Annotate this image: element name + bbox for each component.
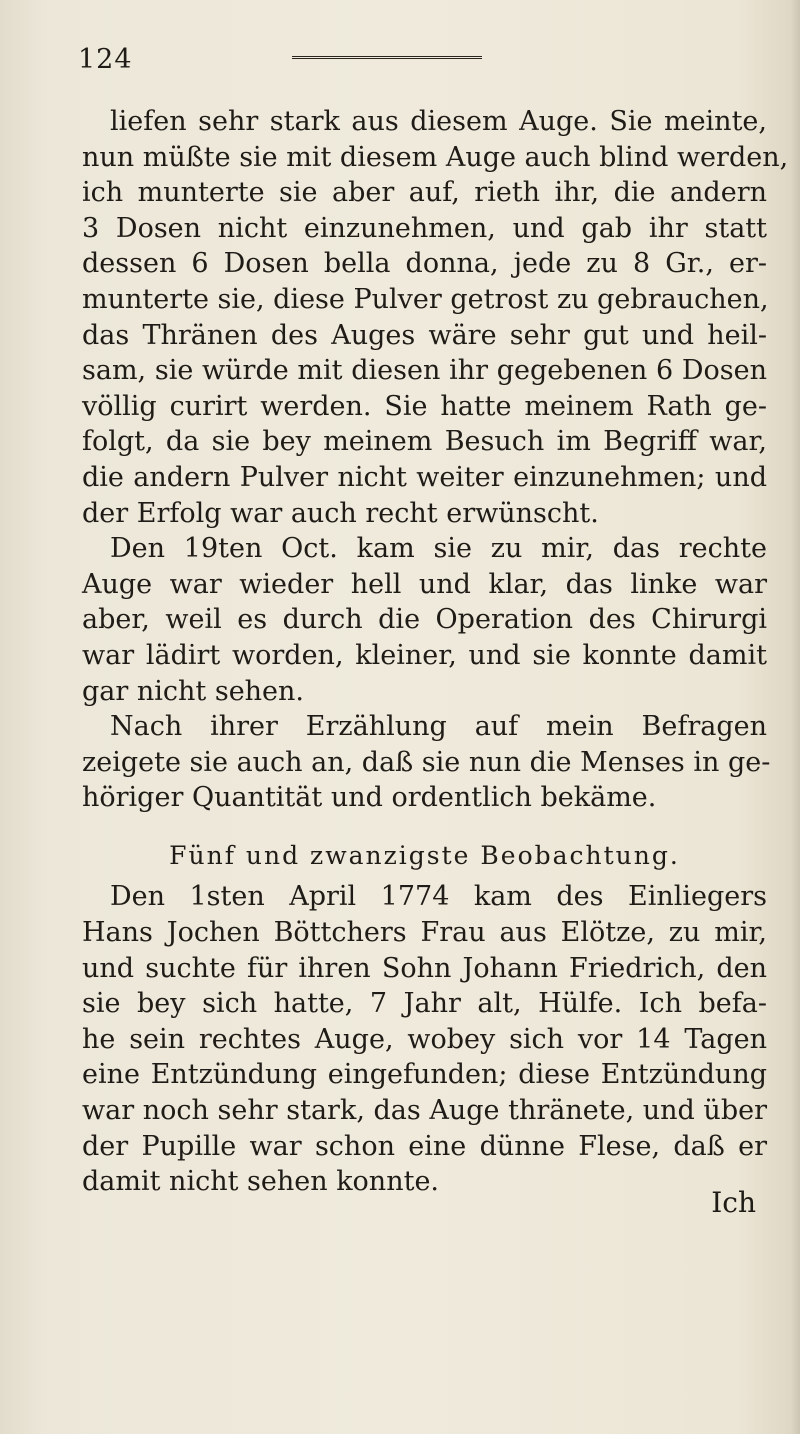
text-line: sie bey sich hatte, 7 Jahr alt, Hülfe. Ich befa- [82,988,767,1020]
text-line: dessen 6 Dosen bella donna, jede zu 8 Gr., er- [82,248,767,280]
text-line: war lädirt worden, kleiner, und sie konnte damit [82,639,767,671]
text-line: das Thränen des Auges wäre sehr gut und heil- [82,319,767,351]
paragraph [82,104,789,531]
text-line: völlig curirt werden. Sie hatte meinem Rath ge- [82,390,767,422]
text-line: Nach ihrer Erzählung auf mein Befragen [110,711,767,743]
text-line: der Erfolg war auch recht erwünscht. [82,497,599,529]
body-text [82,104,789,1200]
text-line: Den 19ten Oct. kam sie zu mir, das rechte [110,533,767,565]
text-line: höriger Quantität und ordentlich bekäme. [82,782,657,814]
paragraph [82,709,771,816]
page-edge-shadow [790,0,800,1434]
text-line: he sein rechtes Auge, wobey sich vor 14 Tagen [82,1023,767,1055]
text-line: der Pupille war schon eine dünne Flese, daß er [82,1130,767,1162]
text-line: aber, weil es durch die Operation des Chirurgi [82,604,767,636]
paragraphs-after-heading [82,879,767,1199]
paragraph [82,879,767,1199]
text-line: damit nicht sehen konnte. [82,1166,439,1198]
text-line: nun müßte sie mit diesem Auge auch blind werden, [82,141,789,173]
paragraph [82,531,767,709]
text-line: ich munterte sie aber auf, rieth ihr, die andern [82,177,767,209]
header-rule [292,56,482,59]
text-line: folgt, da sie bey meinem Besuch im Begriff war, [82,426,767,458]
text-line: munterte sie, diese Pulver getrost zu gebrauchen, [82,283,769,315]
text-line: 3 Dosen nicht einzunehmen, und gab ihr statt [82,212,767,244]
text-line: Hans Jochen Böttchers Frau aus Elötze, zu mir, [82,917,767,949]
text-line: zeigete sie auch an, daß sie nun die Menses in ge- [82,746,771,778]
text-line: und suchte für ihren Sohn Johann Friedrich, den [82,952,767,984]
catchword: Ich [711,1186,756,1219]
text-line: Den 1sten April 1774 kam des Einliegers [110,881,767,913]
section-heading: Fünf und zwanzigste Beobachtung. [169,840,680,870]
paragraphs-before-heading [82,104,789,816]
text-line: eine Entzündung eingefunden; diese Entzündung [82,1059,767,1091]
text-line: Auge war wieder hell und klar, das linke war [82,568,767,600]
text-line: die andern Pulver nicht weiter einzunehmen; und [82,461,767,493]
text-line: gar nicht sehen. [82,675,305,707]
page-number: 124 [78,44,133,75]
text-line: war noch sehr stark, das Auge thränete, und über [82,1095,767,1127]
text-line: sam, sie würde mit diesen ihr gegebenen 6 Dosen [82,355,767,387]
text-line: liefen sehr stark aus diesem Auge. Sie meinte, [110,106,767,137]
